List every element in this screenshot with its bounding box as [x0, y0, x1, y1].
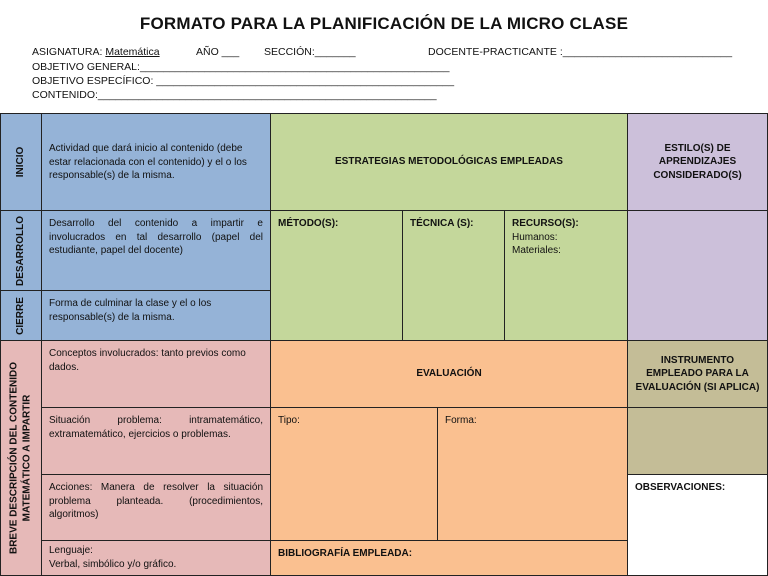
breve-descripcion-label-cell: [0, 340, 42, 576]
cierre-label-cell: [0, 290, 42, 341]
acciones-description: Acciones: Manera de resolver la situación problema planteada. (procedimientos, algoritmos): [49, 482, 263, 520]
situacion-cell: [41, 407, 271, 475]
asignatura-label: ASIGNATURA:: [32, 46, 106, 58]
bibliografia-cell: [270, 540, 628, 576]
evaluacion-heading: EVALUACIÓN: [416, 368, 482, 380]
inicio-description-cell: [41, 113, 271, 211]
tipo-cell: [270, 407, 438, 541]
cierre-label: CIERRE: [14, 296, 26, 335]
conceptos-cell: [41, 340, 271, 408]
forma-label: Forma:: [445, 415, 477, 426]
conceptos-description: Conceptos involucrados: tanto previos como dados.: [49, 348, 246, 373]
instrumento-content-cell: [627, 407, 768, 475]
humanos-label: Humanos:: [512, 231, 558, 243]
estilos-heading: ESTILO(S) DE APRENDIZAJES CONSIDERADO(S): [653, 142, 742, 181]
estrategias-heading-cell: [270, 113, 628, 211]
contenido-field: CONTENIDO:__________________________________________________________: [32, 89, 437, 101]
seccion-field: SECCIÓN:_______: [264, 46, 356, 58]
lenguaje-title: Lenguaje:: [49, 545, 93, 556]
cierre-description-cell: [41, 290, 271, 341]
evaluacion-heading-cell: [270, 340, 628, 408]
breve-line-1: BREVE DESCRIPCIÓN DEL CONTENIDO: [8, 361, 20, 555]
metodo-label: MÉTODO(S):: [278, 218, 339, 229]
acciones-cell: [41, 474, 271, 541]
objetivo-especifico-field: OBJETIVO ESPECÍFICO: ___________________________________________________: [32, 75, 455, 87]
recurso-cell: [504, 210, 628, 341]
estrategias-heading: ESTRATEGIAS METODOLÓGICAS EMPLEADAS: [335, 156, 563, 168]
situacion-description: Situación problema: intramatemático, extramatemático, ejercicios o problemas.: [49, 415, 263, 440]
estilos-content-cell: [627, 210, 768, 341]
breve-descripcion-label: [9, 362, 34, 554]
observaciones-cell: [627, 474, 768, 576]
desarrollo-label-cell: [0, 210, 42, 291]
forma-cell: [437, 407, 628, 541]
inicio-description: Actividad que dará inicio al contenido (debe estar relacionada con el contenido) y el o los responsable(s) de la misma.: [49, 143, 247, 181]
docente-field: DOCENTE-PRACTICANTE :_____________________________: [428, 46, 733, 58]
lenguaje-description: Verbal, simbólico y/o gráfico.: [49, 558, 177, 570]
materiales-label: Materiales:: [512, 245, 561, 256]
instrumento-heading: INSTRUMENTO EMPLEADO PARA LA EVALUACIÓN (SI APLICA): [635, 354, 760, 393]
recurso-label: RECURSO(S):: [512, 218, 579, 229]
inicio-label-cell: [0, 113, 42, 211]
anio-field: AÑO ___: [196, 46, 240, 58]
breve-line-2: MATEMÁTICO A IMPARTIR: [21, 394, 32, 522]
desarrollo-description: Desarrollo del contenido a impartir e involucrados en tal desarrollo (papel del estudiante, papel del docente): [49, 218, 263, 256]
tecnica-label: TÉCNICA (S):: [410, 218, 474, 229]
instrumento-heading-cell: [627, 340, 768, 408]
desarrollo-label: DESARROLLO: [14, 215, 26, 286]
page-title: FORMATO PARA LA PLANIFICACIÓN DE LA MICRO CLASE: [139, 14, 629, 33]
observaciones-label: OBSERVACIONES:: [635, 482, 726, 493]
inicio-label: INICIO: [14, 146, 26, 178]
tipo-label: Tipo:: [278, 415, 300, 426]
bibliografia-label: BIBLIOGRAFÍA EMPLEADA:: [278, 548, 413, 559]
objetivo-general-field: OBJETIVO GENERAL:_____________________________________________________: [32, 61, 450, 73]
asignatura-field: [32, 46, 160, 58]
asignatura-value: Matemática: [105, 46, 160, 58]
metodo-cell: [270, 210, 403, 341]
cierre-description: Forma de culminar la clase y el o los responsable(s) de la misma.: [49, 298, 212, 323]
estilos-heading-cell: [627, 113, 768, 211]
lenguaje-cell: [41, 540, 271, 576]
desarrollo-description-cell: [41, 210, 271, 291]
tecnica-cell: [402, 210, 505, 341]
